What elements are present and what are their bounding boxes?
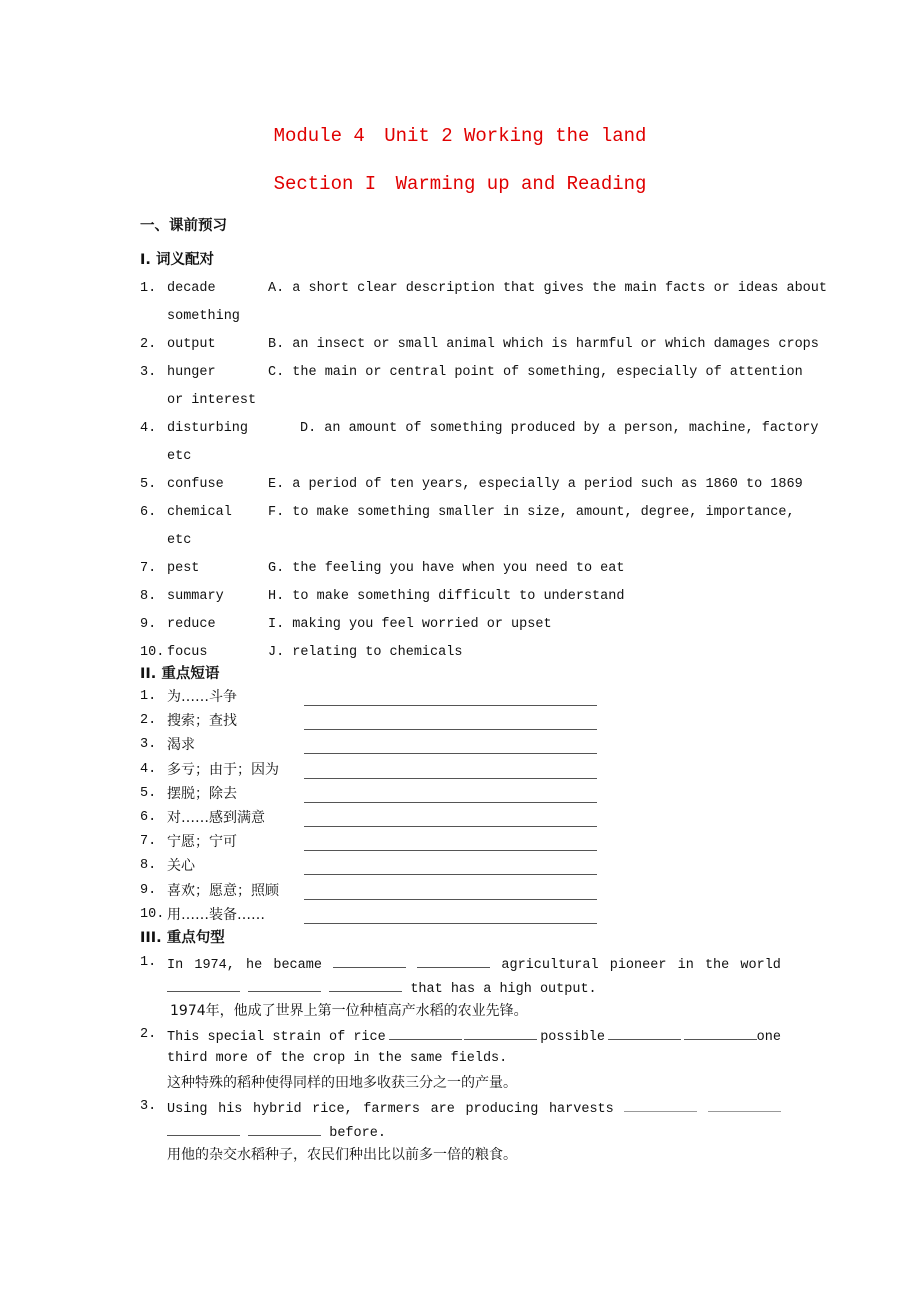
- vocab-word: decade: [167, 281, 216, 296]
- part-heading: 一、课前预习: [140, 218, 227, 234]
- vocab-heading: I. 词义配对: [140, 252, 214, 268]
- vocab-number: 1.: [140, 281, 157, 296]
- text: his: [218, 1102, 243, 1117]
- sentence-line: [167, 1121, 386, 1141]
- text: 1974,: [194, 958, 235, 973]
- phrase-number: 10.: [140, 906, 165, 922]
- vocab-definition: F. to make something smaller in size, amount, degree, importance,: [268, 505, 795, 520]
- answer-blank[interactable]: [304, 874, 597, 875]
- phrase-chinese: 喜欢；愿意；照顾: [167, 882, 279, 899]
- text: in: [677, 958, 694, 973]
- answer-blank[interactable]: [624, 1097, 697, 1112]
- vocab-number: 10.: [140, 645, 165, 660]
- phrase-chinese: 用……装备……: [167, 906, 265, 923]
- text: harvests: [548, 1102, 614, 1117]
- phrase-number: 8.: [140, 858, 157, 874]
- text: farmers: [363, 1102, 420, 1117]
- answer-blank[interactable]: [329, 977, 402, 992]
- vocab-number: 6.: [140, 505, 157, 520]
- vocab-definition: H. to make something difficult to understand: [268, 589, 625, 604]
- vocab-number: 2.: [140, 337, 157, 352]
- answer-blank[interactable]: [708, 1097, 781, 1112]
- answer-blank[interactable]: [167, 1121, 240, 1136]
- vocab-number: 3.: [140, 365, 157, 380]
- answer-blank[interactable]: [608, 1025, 681, 1040]
- phrase-chinese: 关心: [167, 858, 195, 875]
- sentence-line: [167, 953, 781, 973]
- text: possible: [540, 1030, 605, 1045]
- answer-blank[interactable]: [417, 953, 490, 968]
- vocab-word: summary: [167, 589, 224, 604]
- vocab-number: 4.: [140, 421, 157, 436]
- text: This special strain of rice: [167, 1030, 386, 1045]
- vocab-number: 5.: [140, 477, 157, 492]
- answer-blank[interactable]: [304, 705, 597, 706]
- vocab-number: 8.: [140, 589, 157, 604]
- text: In: [167, 958, 184, 973]
- vocab-definition: D. an amount of something produced by a person, machine, factory: [300, 421, 819, 436]
- answer-blank[interactable]: [167, 977, 240, 992]
- vocab-definition-cont: etc: [167, 533, 192, 548]
- answer-blank[interactable]: [333, 953, 406, 968]
- vocab-definition: A. a short clear description that gives the main facts or ideas about: [268, 281, 827, 296]
- phrase-chinese: 搜索；查找: [167, 713, 237, 730]
- vocab-definition-cont: something: [167, 309, 240, 324]
- text: world: [740, 958, 781, 973]
- phrase-chinese: 为……斗争: [167, 689, 237, 705]
- phrase-number: 3.: [140, 737, 157, 753]
- text: agricultural: [501, 958, 599, 973]
- text: producing: [465, 1102, 539, 1117]
- phrase-chinese: 多亏；由于；因为: [167, 761, 279, 778]
- answer-blank[interactable]: [304, 899, 597, 900]
- sentence-number: 1.: [140, 955, 157, 970]
- vocab-word: reduce: [167, 617, 216, 632]
- answer-blank[interactable]: [248, 1121, 321, 1136]
- answer-blank[interactable]: [304, 850, 597, 851]
- phrase-chinese: 摆脱；除去: [167, 785, 237, 802]
- answer-blank[interactable]: [304, 826, 597, 827]
- sentence-line: third more of the crop in the same fields.: [167, 1051, 508, 1066]
- vocab-word: pest: [167, 561, 200, 576]
- text: are: [430, 1102, 455, 1117]
- vocab-definition-cont: or interest: [167, 393, 257, 408]
- vocab-definition-cont: etc: [167, 449, 192, 464]
- text: pioneer: [609, 958, 667, 973]
- text: became: [273, 958, 322, 973]
- sentence-line: [167, 1097, 781, 1117]
- answer-blank[interactable]: [389, 1025, 462, 1040]
- phrase-number: 2.: [140, 713, 157, 729]
- text: the: [704, 958, 730, 973]
- vocab-word: hunger: [167, 365, 216, 380]
- answer-blank[interactable]: [684, 1025, 757, 1040]
- unit-label: Unit 2 Working the land: [384, 125, 647, 147]
- translation: 1974年，他成了世界上第一位种植高产水稻的农业先锋。: [170, 1003, 528, 1019]
- text: that has a high output.: [410, 982, 597, 997]
- section-title: [0, 172, 920, 196]
- vocab-number: 7.: [140, 561, 157, 576]
- vocab-word: disturbing: [167, 421, 249, 436]
- vocab-definition: I. making you feel worried or upset: [268, 617, 552, 632]
- phrase-number: 1.: [140, 689, 157, 704]
- vocab-word: chemical: [167, 505, 232, 520]
- phrase-chinese: 宁愿；宁可: [167, 834, 237, 851]
- phrase-number: 4.: [140, 761, 157, 777]
- vocab-definition: J. relating to chemicals: [268, 645, 463, 660]
- answer-blank[interactable]: [304, 802, 597, 803]
- vocab-definition: E. a period of ten years, especially a period such as 1860 to 1869: [268, 477, 803, 492]
- vocab-word: output: [167, 337, 216, 352]
- phrase-number: 5.: [140, 785, 157, 801]
- sentence-line: [167, 1025, 781, 1045]
- vocab-word: confuse: [167, 477, 224, 492]
- vocab-definition: C. the main or central point of something, especially of attention: [268, 365, 803, 380]
- phrase-chinese: 对……感到满意: [167, 810, 265, 826]
- answer-blank[interactable]: [304, 753, 597, 754]
- section-name: Warming up and Reading: [395, 173, 647, 195]
- phrase-heading: II. 重点短语: [140, 666, 220, 682]
- text: Using: [167, 1102, 208, 1117]
- sentence-heading: III. 重点句型: [140, 930, 225, 946]
- module-title: [0, 124, 920, 148]
- answer-blank[interactable]: [304, 923, 597, 924]
- sentence-line: [167, 977, 597, 997]
- answer-blank[interactable]: [304, 778, 597, 779]
- sentence-number: 2.: [140, 1027, 157, 1042]
- sentence-number: 3.: [140, 1099, 157, 1114]
- vocab-definition: G. the feeling you have when you need to eat: [268, 561, 625, 576]
- text: one: [756, 1030, 781, 1045]
- translation: 用他的杂交水稻种子，农民们种出比以前多一倍的粮食。: [167, 1147, 517, 1163]
- phrase-number: 9.: [140, 882, 157, 898]
- translation: 这种特殊的稻种使得同样的田地多收获三分之一的产量。: [167, 1075, 517, 1091]
- text: he: [246, 958, 263, 973]
- answer-blank[interactable]: [248, 977, 321, 992]
- phrase-number: 6.: [140, 810, 157, 825]
- section-label: Section I: [273, 173, 377, 195]
- vocab-word: focus: [167, 645, 208, 660]
- text: rice,: [312, 1102, 353, 1117]
- phrase-chinese: 渴求: [167, 737, 195, 754]
- answer-blank[interactable]: [304, 729, 597, 730]
- text: before.: [329, 1126, 386, 1141]
- text: hybrid: [252, 1102, 302, 1117]
- answer-blank[interactable]: [464, 1025, 537, 1040]
- vocab-definition: B. an insect or small animal which is harmful or which damages crops: [268, 337, 819, 352]
- module-label: Module 4: [273, 125, 365, 147]
- phrase-number: 7.: [140, 834, 157, 850]
- vocab-number: 9.: [140, 617, 157, 632]
